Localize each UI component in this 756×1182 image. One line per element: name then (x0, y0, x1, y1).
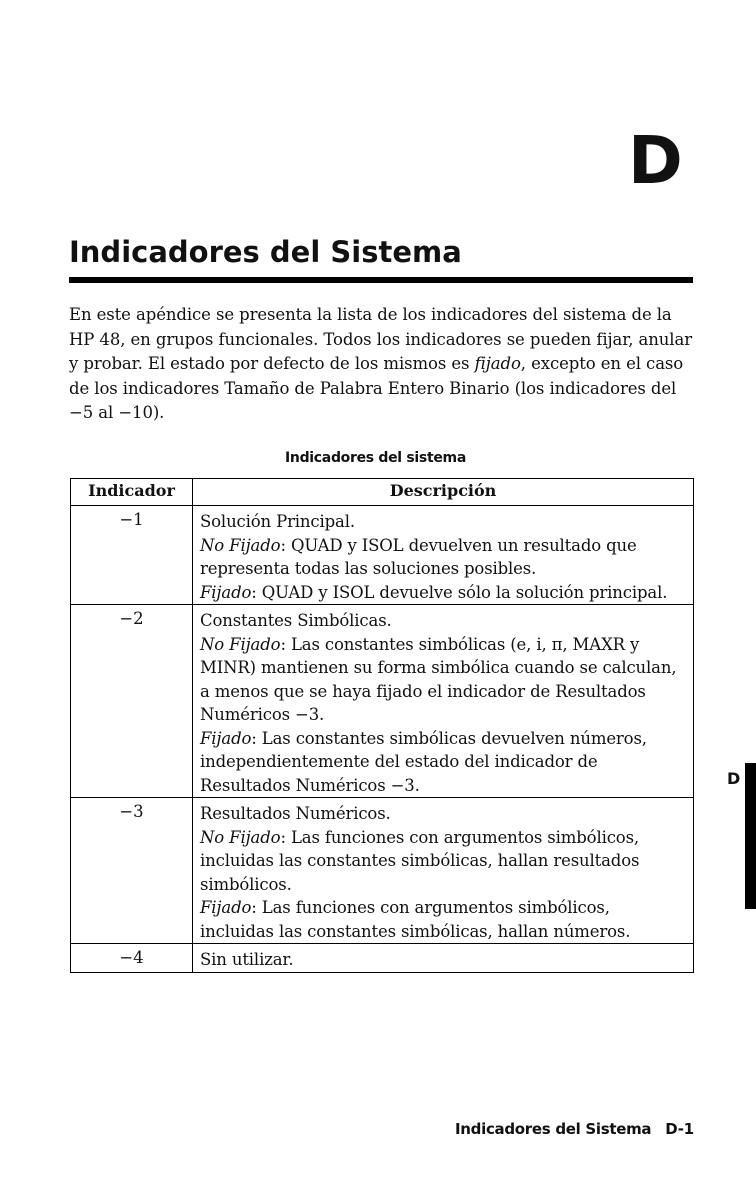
flag-description (193, 944, 694, 973)
thumb-tab-bar (745, 763, 756, 909)
flag-number: −4 (71, 944, 193, 973)
table-row (71, 506, 694, 605)
fijado-text: : Las constantes simbólicas devuelven números, independientemente del estado del indicador de Resultados Numéricos −3. (200, 728, 647, 795)
flag-title: Constantes Simbólicas. (200, 611, 392, 630)
table-row (71, 944, 694, 973)
flag-number: −2 (71, 605, 193, 798)
title-rule (69, 277, 693, 283)
flag-description (193, 506, 694, 605)
flag-number: −1 (71, 506, 193, 605)
no-fijado-label: No Fijado (200, 827, 281, 847)
no-fijado-label: No Fijado (200, 634, 281, 654)
fijado-entry (200, 581, 687, 605)
flag-description (193, 605, 694, 798)
intro-emphasis: fijado (474, 354, 521, 373)
table-row (71, 605, 694, 798)
flag-number: −3 (71, 798, 193, 944)
table-header-row (71, 479, 694, 506)
table-caption: Indicadores del sistema (285, 450, 466, 466)
fijado-entry (200, 727, 687, 798)
footer-section-title: Indicadores del Sistema (455, 1120, 652, 1138)
fijado-label: Fijado (200, 728, 252, 748)
flag-title: Solución Principal. (200, 512, 355, 531)
chapter-letter: D (628, 122, 682, 199)
no-fijado-entry (200, 633, 687, 727)
flag-title: Sin utilizar. (200, 950, 294, 969)
no-fijado-entry (200, 534, 687, 581)
no-fijado-text: : Las constantes simbólicas (e, i, π, MAXR y MINR) mantienen su forma simbólica cuando se calculan, a menos que se haya fijado el indicador de Resultados Numéricos −3. (200, 634, 677, 724)
header-indicator: Indicador (71, 479, 193, 506)
flag-description (193, 798, 694, 944)
thumb-tab-letter: D (727, 769, 741, 788)
no-fijado-label: No Fijado (200, 535, 281, 555)
table-row (71, 798, 694, 944)
fijado-entry (200, 896, 687, 943)
header-description: Descripción (193, 479, 694, 506)
intro-paragraph (69, 303, 699, 426)
no-fijado-text: : Las funciones con argumentos simbólicos, incluidas las constantes simbólicas, hallan resultados simbólicos. (200, 827, 640, 894)
footer-page-number: D-1 (665, 1120, 694, 1138)
no-fijado-text: : QUAD y ISOL devuelven un resultado que representa todas las soluciones posibles. (200, 535, 637, 578)
no-fijado-entry (200, 826, 687, 897)
flags-table (70, 478, 694, 973)
fijado-label: Fijado (200, 898, 252, 917)
page-footer (455, 1119, 694, 1139)
fijado-text: : Las funciones con argumentos simbólicos, incluidas las constantes simbólicas, hallan números. (200, 898, 631, 941)
chapter-title: Indicadores del Sistema (69, 235, 462, 269)
fijado-label: Fijado (200, 582, 252, 602)
intro-text-part2: , excepto en el caso de los indicadores Tamaño de Palabra Entero Binario (los indicadores del −5 al −10). (69, 354, 684, 422)
flag-title: Resultados Numéricos. (200, 804, 391, 823)
fijado-text: : QUAD y ISOL devuelve sólo la solución principal. (251, 582, 668, 602)
intro-text-part1: En este apéndice se presenta la lista de los indicadores del sistema de la HP 48, en grupos funcionales. Todos los indicadores se pueden fijar, anular y probar. El estado por defecto de los mismos es (69, 305, 693, 373)
